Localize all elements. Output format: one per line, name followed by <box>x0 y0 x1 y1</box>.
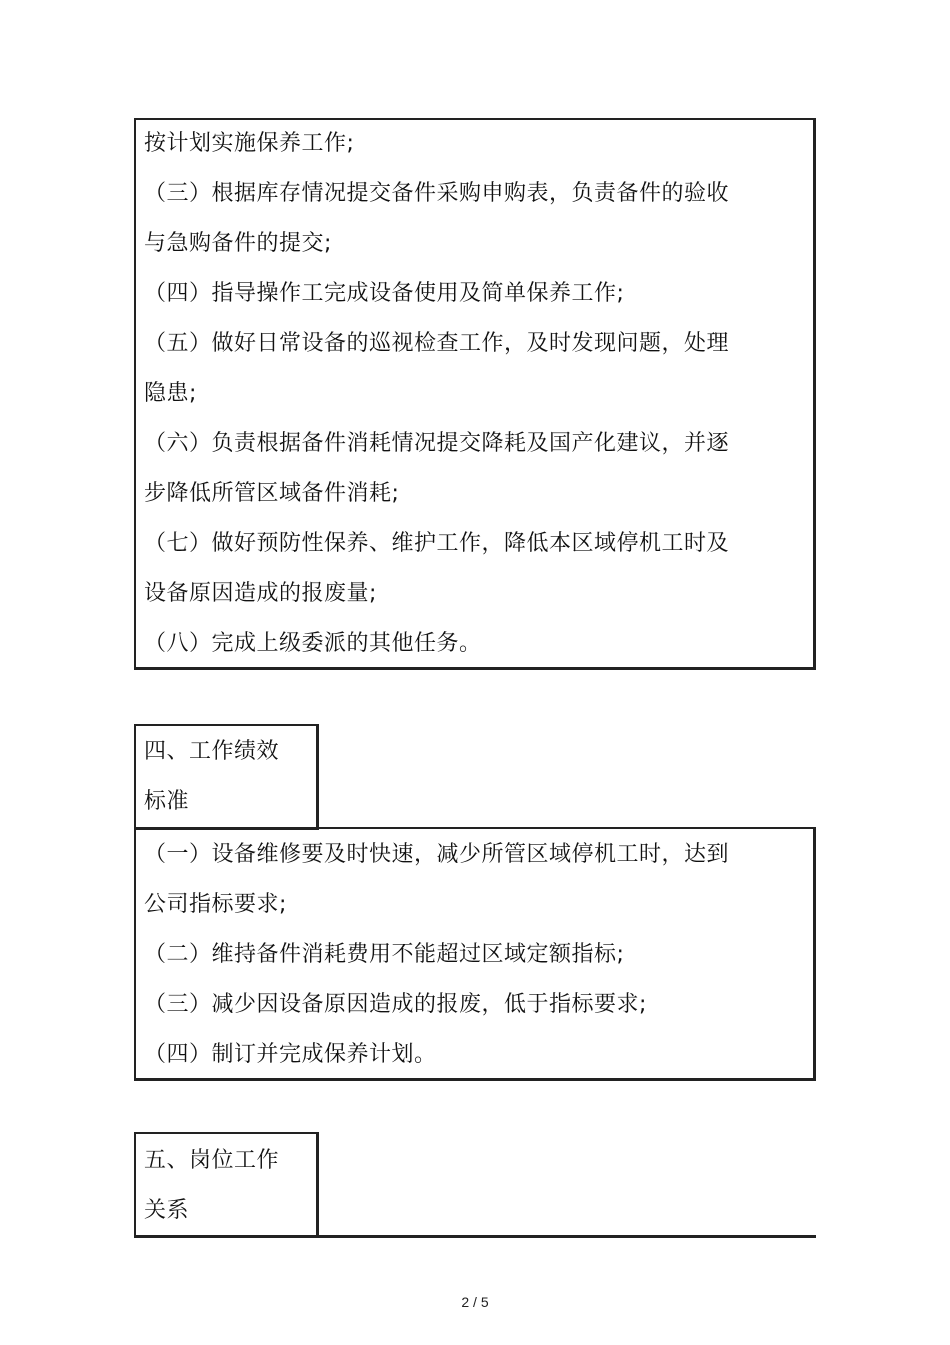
standard-line: （四）制订并完成保养计划。 <box>144 1042 437 1067</box>
section5-heading-line: 关系 <box>144 1198 190 1223</box>
duty-line: （四）指导操作工完成设备使用及简单保养工作; <box>144 281 625 306</box>
duty-line: （六）负责根据备件消耗情况提交降耗及国产化建议，并逐 <box>144 431 730 456</box>
section4-heading-line: 标准 <box>144 789 190 814</box>
section5-rule <box>316 1235 816 1238</box>
duty-line: 按计划实施保养工作; <box>144 131 355 156</box>
duty-line: 隐患; <box>144 381 197 406</box>
section5-heading-line: 五、岗位工作 <box>144 1148 280 1173</box>
duty-line: （三）根据库存情况提交备件采购申购表，负责备件的验收 <box>144 181 730 206</box>
page-number: 2 / 5 <box>461 1294 489 1310</box>
standard-line: （三）减少因设备原因造成的报废，低于指标要求; <box>144 992 647 1017</box>
duty-line: （五）做好日常设备的巡视检查工作，及时发现问题，处理 <box>144 331 730 356</box>
standard-line: （一）设备维修要及时快速，减少所管区域停机工时，达到 <box>144 842 730 867</box>
duty-line: 步降低所管区域备件消耗; <box>144 481 400 506</box>
duty-line: （七）做好预防性保养、维护工作，降低本区域停机工时及 <box>144 531 730 556</box>
duty-line: 设备原因造成的报废量; <box>144 581 377 606</box>
standard-line: （二）维持备件消耗费用不能超过区域定额指标; <box>144 942 625 967</box>
duty-line: （八）完成上级委派的其他任务。 <box>144 631 482 656</box>
duty-line: 与急购备件的提交; <box>144 231 332 256</box>
section4-heading-line: 四、工作绩效 <box>144 739 280 764</box>
standard-line: 公司指标要求; <box>144 892 287 917</box>
